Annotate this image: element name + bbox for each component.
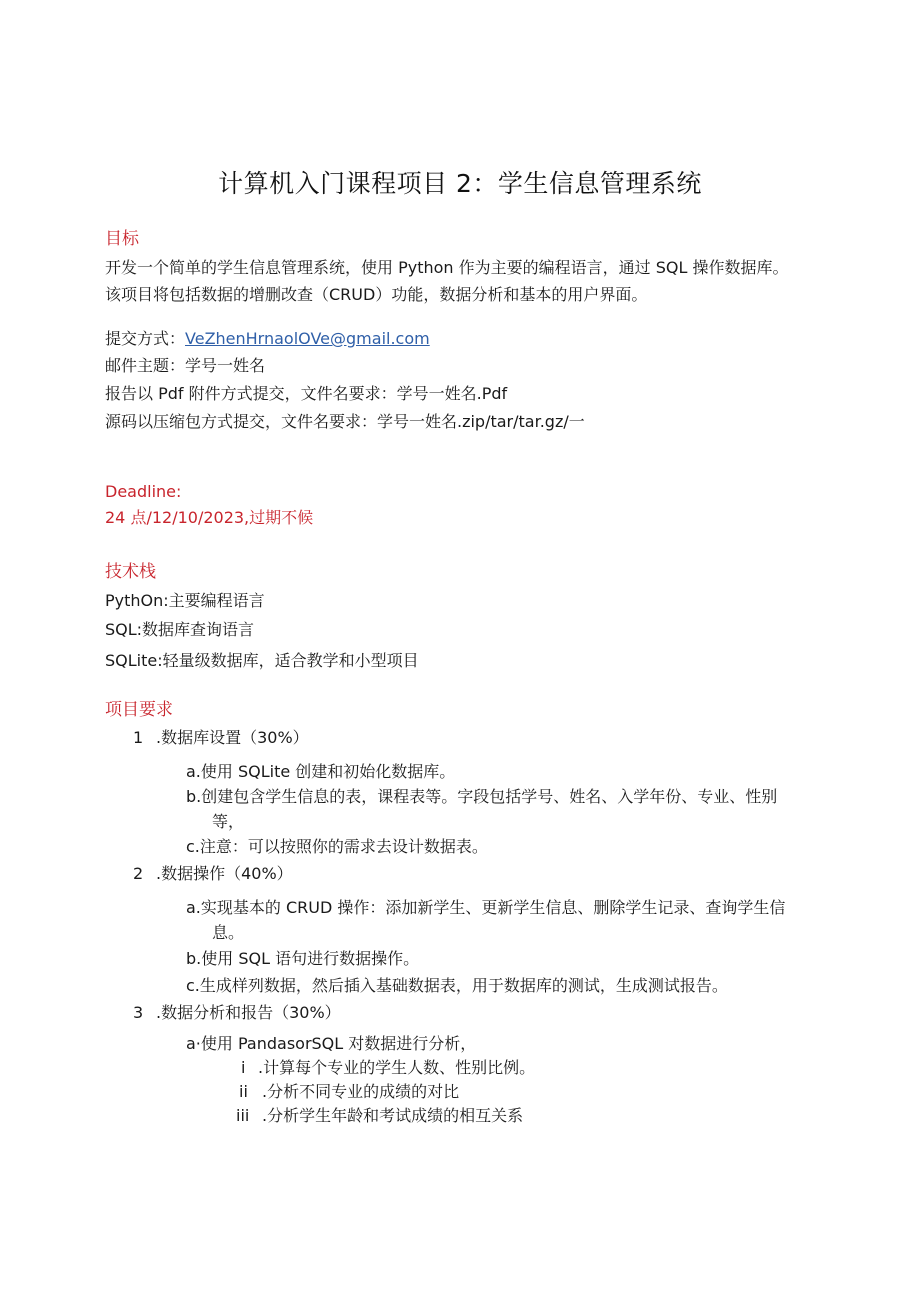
tech-item-python: PythOn:主要编程语言	[105, 591, 265, 610]
page-title: 计算机入门课程项目 2：学生信息管理系统	[218, 169, 702, 198]
req-2c: c.生成样列数据，然后插入基础数据表，用于数据库的测试，生成测试报告。	[186, 976, 728, 995]
req-3a: a·使用 PandasorSQL 对数据进行分析，	[186, 1034, 477, 1053]
submission-report: 报告以 Pdf 附件方式提交，文件名要求：学号一姓名.Pdf	[105, 384, 508, 403]
requirements-heading: 项目要求	[105, 700, 173, 720]
req-3a-i-number: i	[241, 1058, 246, 1077]
submission-subject: 邮件主题：学号一姓名	[105, 356, 266, 375]
req-2a-cont: 息。	[212, 923, 245, 942]
goal-heading: 目标	[105, 229, 139, 249]
submission-method-label: 提交方式：	[105, 329, 186, 348]
req-3a-ii-text: .分析不同专业的成绩的对比	[262, 1082, 460, 1101]
req-section-2-number: 2	[133, 864, 144, 883]
req-3a-ii-number: ii	[239, 1082, 248, 1101]
deadline-value: 24 点/12/10/2023,过期不候	[105, 508, 314, 527]
req-section-2-title: .数据操作（40%）	[156, 864, 293, 883]
req-1a: a.使用 SQLite 创建和初始化数据库。	[186, 762, 456, 781]
req-1b-cont: 等，	[212, 812, 245, 831]
goal-line-2: 该项目将包括数据的增删改查（CRUD）功能，数据分析和基本的用户界面。	[105, 285, 648, 304]
req-3a-i-text: .计算每个专业的学生人数、性别比例。	[258, 1058, 536, 1077]
submission-method	[105, 328, 430, 350]
submission-source: 源码以压缩包方式提交，文件名要求：学号一姓名.zip/tar/tar.gz/一	[105, 412, 585, 431]
req-section-3-number: 3	[133, 1003, 144, 1022]
submission-email-link[interactable]: VeZhenHrnaolOVe@gmail.com	[185, 329, 430, 348]
req-2a: a.实现基本的 CRUD 操作：添加新学生、更新学生信息、删除学生记录、查询学生信	[186, 898, 786, 917]
req-section-3-title: .数据分析和报告（30%）	[156, 1003, 341, 1022]
deadline-label: Deadline:	[105, 482, 182, 501]
req-3a-iii-number: iii	[236, 1106, 250, 1125]
tech-heading: 技术栈	[105, 562, 156, 582]
req-1c: c.注意：可以按照你的需求去设计数据表。	[186, 837, 488, 856]
tech-item-sql: SQL:数据库查询语言	[105, 620, 255, 639]
goal-line-1: 开发一个简单的学生信息管理系统，使用 Python 作为主要的编程语言，通过 SQL 操作数据库。	[105, 258, 789, 277]
req-3a-iii-text: .分析学生年龄和考试成绩的相互关系	[262, 1106, 524, 1125]
tech-item-sqlite: SQLite:轻量级数据库，适合教学和小型项目	[105, 651, 419, 670]
req-2b: b.使用 SQL 语句进行数据操作。	[186, 949, 420, 968]
req-section-1-title: .数据库设置（30%）	[156, 728, 309, 747]
req-section-1-number: 1	[133, 728, 144, 747]
req-1b: b.创建包含学生信息的表，课程表等。字段包括学号、姓名、入学年份、专业、性别	[186, 787, 778, 806]
